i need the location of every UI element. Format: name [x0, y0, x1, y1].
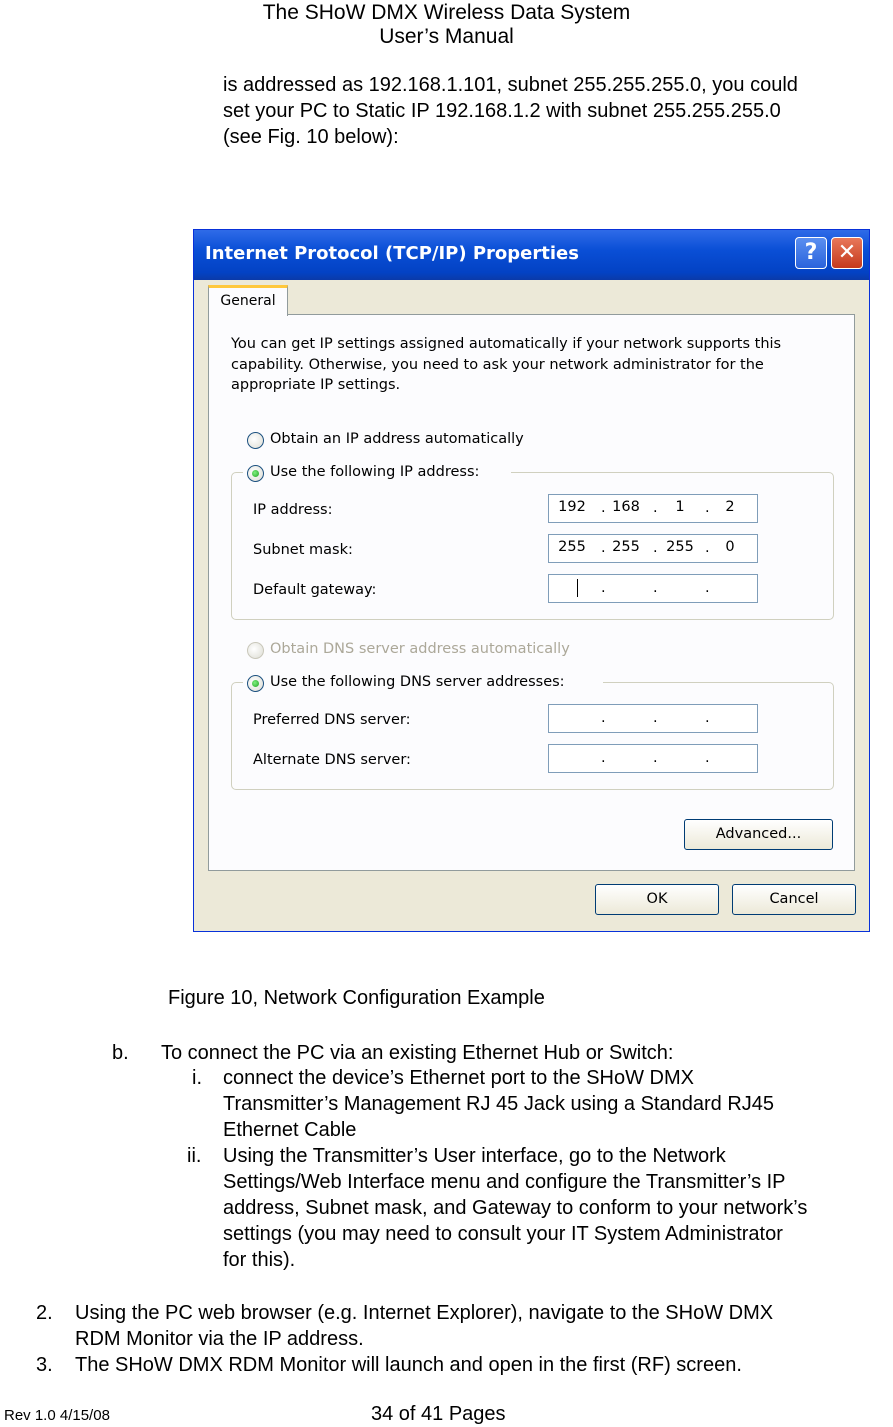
dns-dot: . — [653, 750, 658, 766]
default-gateway-label: Default gateway: — [253, 582, 377, 598]
dns-dot: . — [653, 710, 658, 726]
subnet-octet: 255 — [558, 539, 586, 555]
subnet-octet: 255 — [666, 539, 694, 555]
list-item-text: connect the device’s Ethernet port to the SHoW DMX — [223, 1067, 694, 1089]
general-panel — [208, 314, 855, 871]
text-cursor — [577, 579, 578, 597]
description-line: appropriate IP settings. — [231, 377, 401, 393]
dns-group-legend — [243, 671, 603, 695]
list-item-text: The SHoW DMX RDM Monitor will launch and open in the first (RF) screen. — [75, 1354, 742, 1376]
auto-ip-radio[interactable] — [247, 432, 264, 449]
default-gateway-field[interactable] — [548, 574, 758, 603]
list-item-text: Settings/Web Interface menu and configure the Transmitter’s IP — [223, 1171, 786, 1193]
help-button[interactable]: ? — [795, 237, 827, 269]
description-line: You can get IP settings assigned automatically if your network supports this — [231, 336, 782, 352]
auto-ip-label: Obtain an IP address automatically — [270, 431, 524, 447]
auto-dns-radio[interactable] — [247, 642, 264, 659]
list-item-text: Transmitter’s Management RJ 45 Jack using a Standard RJ45 — [223, 1093, 775, 1115]
manual-ip-label: Use the following IP address: — [270, 464, 480, 480]
preferred-dns-label: Preferred DNS server: — [253, 712, 411, 728]
close-button[interactable]: ✕ — [831, 237, 863, 269]
ip-octet: 192 — [558, 499, 586, 515]
dns-dot: . — [705, 750, 710, 766]
dialog-title: Internet Protocol (TCP/IP) Properties — [205, 243, 579, 264]
advanced-button[interactable]: Advanced... — [684, 819, 833, 850]
description-line: capability. Otherwise, you need to ask your network administrator for the — [231, 357, 764, 373]
figure-caption: Figure 10, Network Configuration Example — [168, 987, 545, 1009]
header-title: The SHoW DMX Wireless Data System — [262, 1, 631, 24]
subnet-dot: . — [705, 540, 710, 556]
dns-group — [231, 682, 834, 790]
list-marker: ii. — [187, 1145, 202, 1167]
tcpip-properties-dialog — [193, 229, 870, 932]
ip-octet: 168 — [612, 499, 640, 515]
ip-address-label: IP address: — [253, 502, 333, 518]
dns-dot: . — [601, 750, 606, 766]
list-item-text: for this). — [223, 1249, 296, 1271]
list-item-text: address, Subnet mask, and Gateway to conform to your network’s — [223, 1197, 808, 1219]
list-item-text: RDM Monitor via the IP address. — [75, 1328, 364, 1350]
manual-ip-radio[interactable] — [247, 465, 264, 482]
intro-line: (see Fig. 10 below): — [223, 126, 399, 148]
manual-dns-label: Use the following DNS server addresses: — [270, 674, 565, 690]
tab-general[interactable]: General — [208, 285, 288, 316]
list-item-text: settings (you may need to consult your IT System Administrator — [223, 1223, 783, 1245]
gateway-dot: . — [653, 580, 658, 596]
list-item-text: Using the PC web browser (e.g. Internet Explorer), navigate to the SHoW DMX — [75, 1302, 774, 1324]
footer-revision: Rev 1.0 4/15/08 — [4, 1407, 110, 1424]
gateway-dot: . — [601, 580, 606, 596]
ip-octet: 1 — [675, 499, 685, 515]
auto-dns-label: Obtain DNS server address automatically — [270, 641, 570, 657]
ip-dot: . — [705, 500, 710, 516]
ok-button[interactable]: OK — [595, 884, 719, 915]
subnet-octet: 0 — [725, 539, 735, 555]
footer-page-number: 34 of 41 Pages — [371, 1403, 506, 1425]
ip-octet: 2 — [725, 499, 735, 515]
list-marker: 2. — [36, 1302, 53, 1324]
subnet-octet: 255 — [612, 539, 640, 555]
subnet-mask-field[interactable] — [548, 534, 758, 563]
alternate-dns-label: Alternate DNS server: — [253, 752, 411, 768]
dns-dot: . — [705, 710, 710, 726]
manual-dns-radio[interactable] — [247, 675, 264, 692]
dns-dot: . — [601, 710, 606, 726]
list-marker: b. — [112, 1042, 129, 1064]
intro-line: set your PC to Static IP 192.168.1.2 with subnet 255.255.255.0 — [223, 100, 781, 122]
list-marker: 3. — [36, 1354, 53, 1376]
intro-line: is addressed as 192.168.1.101, subnet 255.255.255.0, you could — [223, 74, 798, 96]
dialog-titlebar — [194, 230, 869, 280]
subnet-dot: . — [653, 540, 658, 556]
list-item-text: Ethernet Cable — [223, 1119, 357, 1141]
list-marker: i. — [192, 1067, 202, 1089]
ip-address-field[interactable] — [548, 494, 758, 523]
subnet-mask-label: Subnet mask: — [253, 542, 353, 558]
gateway-dot: . — [705, 580, 710, 596]
ip-dot: . — [601, 500, 606, 516]
list-item-text: Using the Transmitter’s User interface, go to the Network — [223, 1145, 726, 1167]
subnet-dot: . — [601, 540, 606, 556]
cancel-button[interactable]: Cancel — [732, 884, 856, 915]
header-subtitle: User’s Manual — [379, 25, 514, 48]
list-item-text: To connect the PC via an existing Ethernet Hub or Switch: — [161, 1042, 674, 1064]
alternate-dns-field[interactable] — [548, 744, 758, 773]
ip-group-legend — [243, 461, 511, 485]
preferred-dns-field[interactable] — [548, 704, 758, 733]
ip-dot: . — [653, 500, 658, 516]
